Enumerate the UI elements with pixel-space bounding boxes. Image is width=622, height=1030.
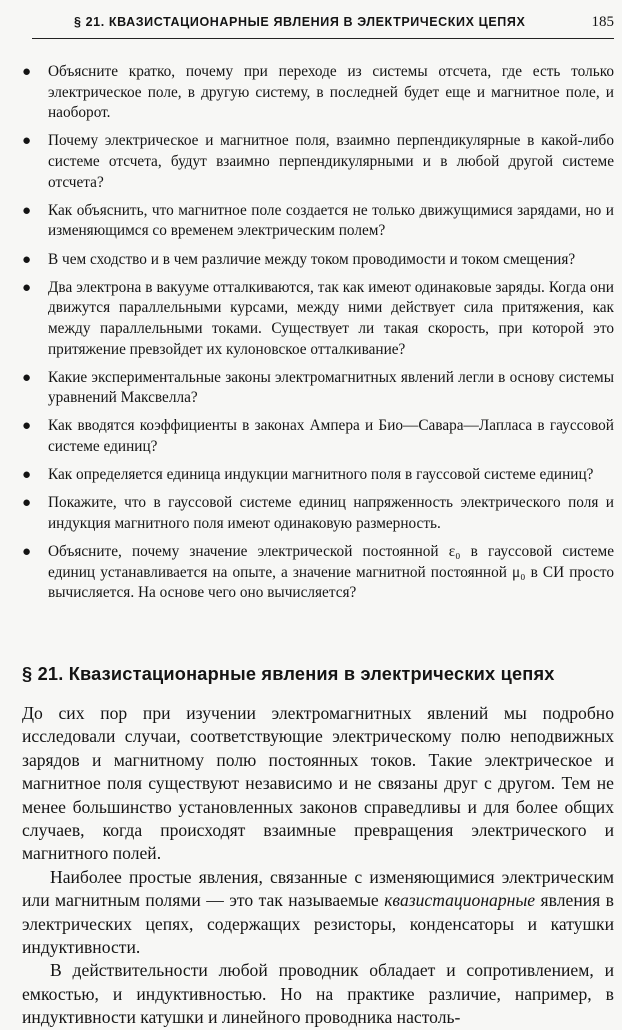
section-body — [22, 702, 614, 1030]
paragraph-1: До сих пор при изучении электромагнитных явлений мы подробно исследовали случаи, соответствующие электрическому полю неподвижных зарядов и магнитному полю постоянных токов. Такие электрическое и магнитное поля существуют независимо и не связаны друг с другом. Тем не менее большинство установленных законов справедливы и для более общих случаев, когда происходят взаимные превращения электрического и магнитного полей. — [22, 703, 614, 864]
question-text: Почему электрическое и магнитное поля, взаимно перпендикулярные в какой-либо системе отсчета, будут взаимно перпендикулярными и в любой другой системе отсчета? — [48, 132, 614, 191]
bullet-icon: ● — [22, 251, 32, 268]
question-text: Объясните кратко, почему при переходе из системы отсчета, где есть только электрическое поле, в другую систему, в последней будет еще и магнитное поле, и наоборот. — [48, 63, 614, 122]
page-header — [32, 12, 614, 39]
question-text: Покажите, что в гауссовой системе единиц напряженность электрического поля и индукция магнитного поля имеют одинаковую размерность. — [48, 494, 614, 533]
bullet-icon: ● — [22, 64, 32, 80]
bullet-icon: ● — [22, 544, 32, 561]
question-text: Два электрона в вакууме отталкиваются, так как имеют одинаковые заряды. Когда они движутся параллельными курсами, между ними действует сила притяжения, как между параллельными токами. Существует ли такая скорость, при которой это притяжение превзойдет их кулоновское отталкивание? — [48, 278, 614, 358]
paragraph-2-text: Наиболее простые явления, связанные с изменяющимися электрическим или магнитным полями — это так называемые — [22, 866, 614, 911]
bullet-icon: ● — [22, 279, 32, 296]
paragraph-2 — [22, 866, 614, 960]
running-title: § 21. КВАЗИСТАЦИОНАРНЫЕ ЯВЛЕНИЯ В ЭЛЕКТРИЧЕСКИХ ЦЕПЯХ — [74, 15, 526, 29]
section-title: § 21. Квазистационарные явления в электрических цепях — [22, 664, 555, 684]
bullet-icon: ● — [22, 418, 32, 435]
question-text: Какие экспериментальные законы электромагнитных явлений легли в основу системы уравнений Максвелла? — [48, 368, 614, 407]
question-item — [22, 542, 614, 604]
question-item — [22, 62, 614, 124]
bullet-icon: ● — [22, 133, 32, 150]
question-text: Как вводятся коэффициенты в законах Ампера и Био—Савара—Лапласа в гауссовой системе единиц? — [48, 417, 614, 456]
paragraph-3: В действительности любой проводник обладает и сопротивлением, и емкостью, и индуктивностью. Но на практике различие, например, в индуктивности катушки и линейного проводника настоль- — [22, 960, 614, 1028]
bullet-icon: ● — [22, 369, 32, 386]
question-item — [22, 493, 614, 534]
question-item — [22, 278, 614, 360]
question-item — [22, 250, 614, 271]
page-number: 185 — [591, 14, 614, 30]
bullet-icon: ● — [22, 495, 32, 512]
paragraph-2-text-end: явления в электрических цепях, содержащих резисторы, конденсаторы и катушки индуктивности. — [22, 890, 614, 958]
question-text: Объясните, почему значение электрической постоянной ε₀ в гауссовой системе единиц устанавливается на опыте, а значение магнитной постоянной μ₀ в СИ просто вычисляется. На основе чего оно вычисляется? — [48, 543, 614, 602]
bullet-icon: ● — [22, 467, 32, 484]
question-text: Как определяется единица индукции магнитного поля в гауссовой системе единиц? — [48, 466, 594, 484]
question-text: Как объяснить, что магнитное поле создается не только движущимися зарядами, но и изменяющимся со временем электрическим полем? — [48, 201, 614, 240]
question-item — [22, 131, 614, 193]
question-text: В чем сходство и в чем различие между током проводимости и током смещения? — [48, 250, 576, 268]
bullet-icon: ● — [22, 202, 32, 219]
emphasis-term: квазистационарные — [384, 890, 536, 911]
review-questions-list — [22, 62, 614, 612]
question-item — [22, 201, 614, 242]
question-item — [22, 465, 614, 486]
question-item — [22, 368, 614, 409]
question-item — [22, 416, 614, 457]
